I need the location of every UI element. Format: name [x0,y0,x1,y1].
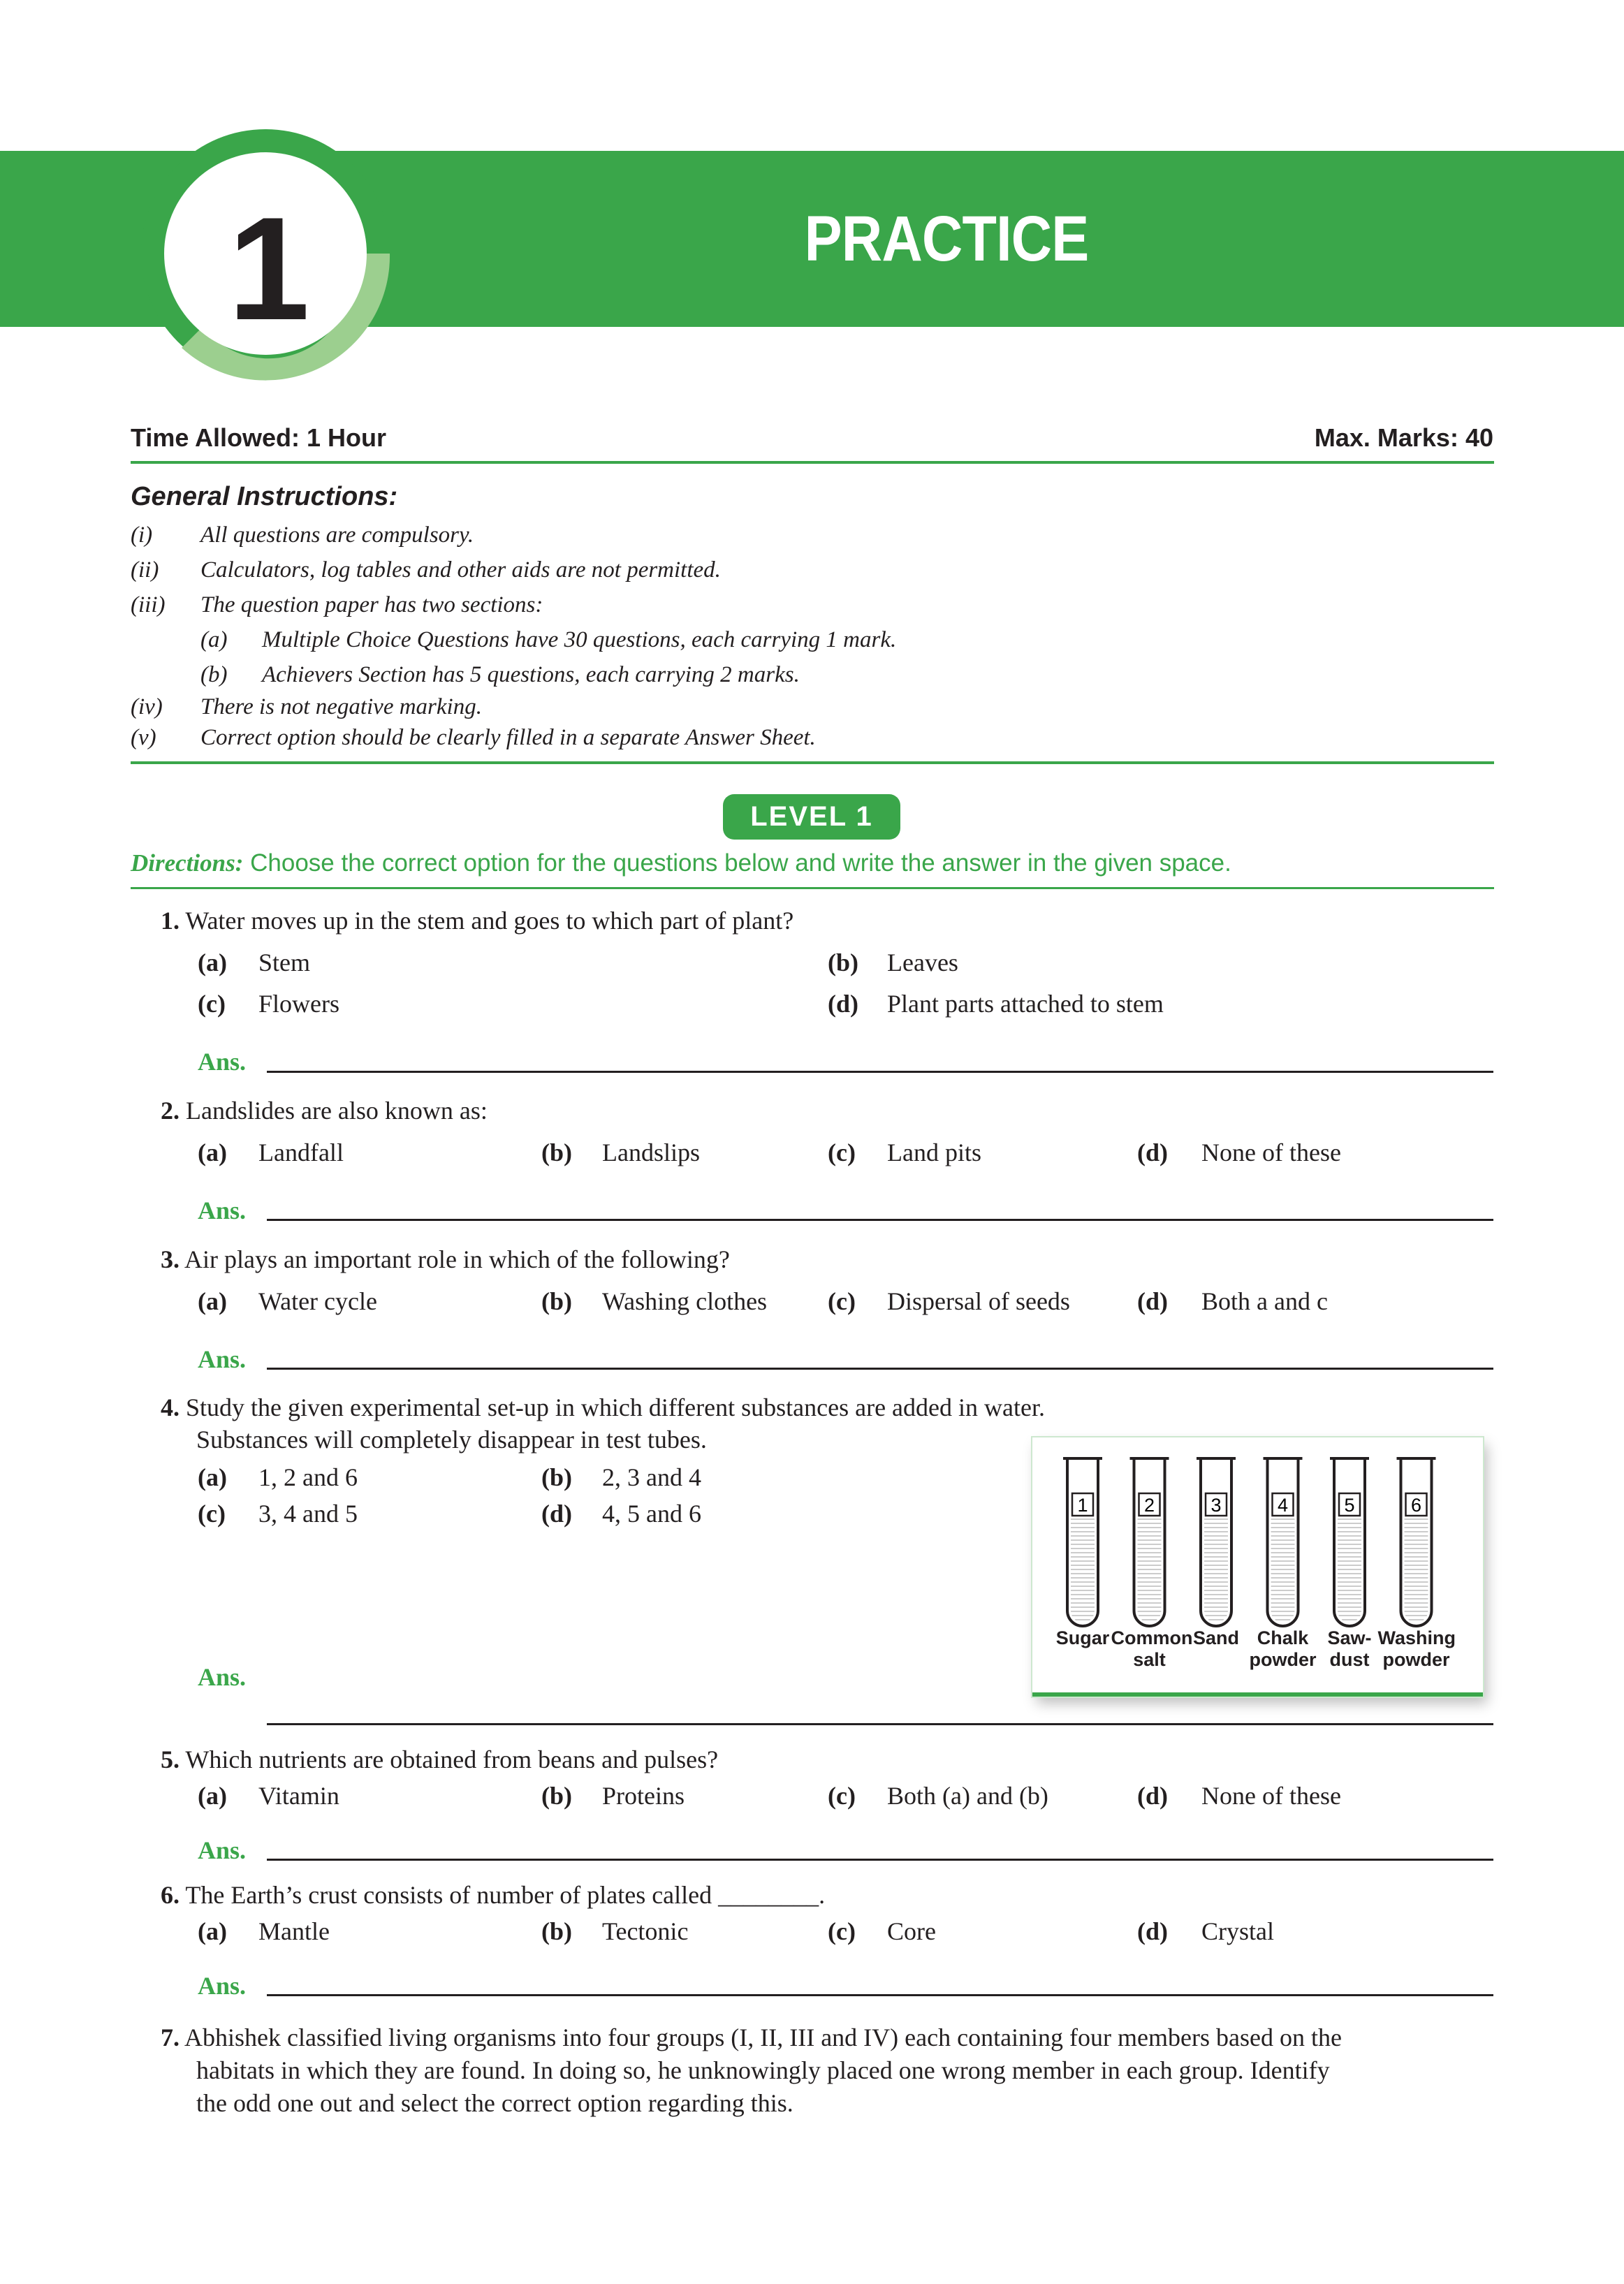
option-text: Mantle [258,1917,330,1945]
water-fill [1204,1518,1228,1623]
answer-label: Ans. [198,1836,247,1864]
question-6: 6. The Earth’s crust consists of number of plates called ________. [161,1881,826,1909]
option-label: (a) [198,1463,227,1491]
instruction-subitem: (a) Multiple Choice Questions have 30 questions, each carrying 1 mark. [200,627,897,652]
tube-number: 5 [1344,1495,1355,1516]
divider [131,887,1494,889]
answer-label: Ans. [198,1196,247,1224]
water-fill [1405,1518,1428,1623]
option-label: (c) [828,1917,856,1945]
instruction-item: (v) Correct option should be clearly filled in a separate Answer Sheet. [131,725,816,750]
question-2: 2. Landslides are also known as: [161,1097,488,1125]
answer-label: Ans. [198,1345,247,1373]
option-label: (a) [198,949,227,976]
answer-label: Ans. [198,1048,247,1076]
option-label: (a) [198,1917,227,1945]
tube-label: Saw- dust [1327,1627,1372,1670]
option-text: Stem [258,949,311,976]
option-label: (d) [1137,1287,1168,1315]
divider [131,761,1494,764]
tube-number: 6 [1410,1495,1422,1516]
water-fill [1138,1518,1162,1623]
option-label: (d) [1137,1139,1168,1166]
answer-line[interactable] [267,1994,1493,1996]
instruction-subitem: (b) Achievers Section has 5 questions, each carrying 2 marks. [200,662,800,687]
answer-line[interactable] [267,1723,1493,1725]
option-label: (b) [541,1917,572,1945]
answer-line[interactable] [267,1368,1493,1370]
divider [131,461,1494,464]
option-label: (c) [828,1139,856,1166]
instruction-item: (iii) The question paper has two sections: [131,592,543,617]
option-label: (a) [198,1782,227,1810]
option-label: (c) [198,990,226,1018]
option-label: (b) [541,1463,572,1491]
option-text: Core [887,1917,936,1945]
test-tube-2 [1130,1458,1169,1626]
instruction-item: (ii) Calculators, log tables and other aids are not permitted. [131,557,721,583]
answer-line[interactable] [267,1859,1493,1861]
option-label: (a) [198,1287,227,1315]
option-text: Land pits [887,1139,981,1166]
option-text: Landfall [258,1139,344,1166]
answer-line[interactable] [267,1219,1493,1221]
option-label: (d) [828,990,858,1018]
answer-label: Ans. [198,1663,247,1691]
option-label: (d) [541,1500,572,1528]
question-5: 5. Which nutrients are obtained from beans and pulses? [161,1745,719,1773]
option-text: Leaves [887,949,958,976]
instruction-item: (iv) There is not negative marking. [131,694,482,719]
option-label: (d) [1137,1917,1168,1945]
option-text: 2, 3 and 4 [602,1463,701,1491]
tube-number: 2 [1143,1495,1155,1516]
chapter-number: 1 [228,186,310,351]
option-text: 4, 5 and 6 [602,1500,701,1528]
answer-label: Ans. [198,1972,247,2000]
tube-label: Sand [1192,1627,1239,1648]
option-label: (d) [1137,1782,1168,1810]
question-1: 1. Water moves up in the stem and goes to which part of plant? [161,907,794,935]
question-3: 3. Air plays an important role in which of the following? [161,1245,730,1273]
water-fill [1271,1518,1295,1623]
test-tube-6 [1397,1458,1436,1626]
tube-number: 3 [1210,1495,1222,1516]
tube-label: Common salt [1111,1627,1193,1670]
time-allowed: Time Allowed: 1 Hour [131,423,387,452]
test-tube-4 [1264,1458,1303,1626]
question-7: 7. Abhishek classified living organisms into four groups (I, II, III and IV) each containing four members based on the [161,2023,1342,2051]
page-title: PRACTICE PAPER [804,203,1089,451]
tube-number: 4 [1277,1495,1289,1516]
option-label: (b) [541,1139,572,1166]
test-tube-3 [1197,1458,1236,1626]
option-text: 3, 4 and 5 [258,1500,358,1528]
question-7-line3: the odd one out and select the correct option regarding this. [196,2089,793,2117]
test-tubes-drawing [1032,1437,1483,1647]
option-text: 1, 2 and 6 [258,1463,358,1491]
option-text: Vitamin [258,1782,339,1810]
option-text: Both (a) and (b) [887,1782,1048,1810]
option-label: (b) [828,949,858,976]
directions: Directions: Choose the correct option for the questions below and write the answer in the given space. [131,849,1231,877]
water-fill [1338,1518,1361,1623]
option-text: Flowers [258,990,339,1018]
test-tube-5 [1330,1458,1369,1626]
instruction-item: (i) All questions are compulsory. [131,522,474,548]
question-4-line2: Substances will completely disappear in test tubes. [196,1426,707,1454]
option-text: Water cycle [258,1287,377,1315]
option-label: (b) [541,1287,572,1315]
tube-number: 1 [1077,1495,1088,1516]
question-4: 4. Study the given experimental set-up in which different substances are added in water. [161,1393,1045,1421]
option-text: Washing clothes [602,1287,768,1315]
answer-line[interactable] [267,1071,1493,1073]
option-text: Plant parts attached to stem [887,990,1164,1018]
question-7-line2: habitats in which they are found. In doing so, he unknowingly placed one wrong member in each group. Identify [196,2056,1330,2084]
option-text: Landslips [602,1139,700,1166]
option-label: (c) [198,1500,226,1528]
water-fill [1071,1518,1095,1623]
test-tube-1 [1063,1458,1102,1626]
option-text: None of these [1201,1139,1341,1166]
option-text: Tectonic [602,1917,689,1945]
option-text: Dispersal of seeds [887,1287,1070,1315]
tube-label: Washing powder [1377,1627,1456,1670]
tube-label: Chalk powder [1249,1627,1317,1670]
level-badge: LEVEL 1 [723,794,900,840]
option-text: Crystal [1201,1917,1274,1945]
option-label: (a) [198,1139,227,1166]
instructions-heading: General Instructions: [131,482,398,511]
test-tubes-figure [1032,1437,1483,1697]
tube-label: Sugar [1055,1627,1110,1648]
max-marks: Max. Marks: 40 [1314,423,1493,452]
option-text: Both a and c [1201,1287,1328,1315]
option-label: (c) [828,1782,856,1810]
option-label: (c) [828,1287,856,1315]
option-label: (b) [541,1782,572,1810]
option-text: None of these [1201,1782,1341,1810]
option-text: Proteins [602,1782,685,1810]
